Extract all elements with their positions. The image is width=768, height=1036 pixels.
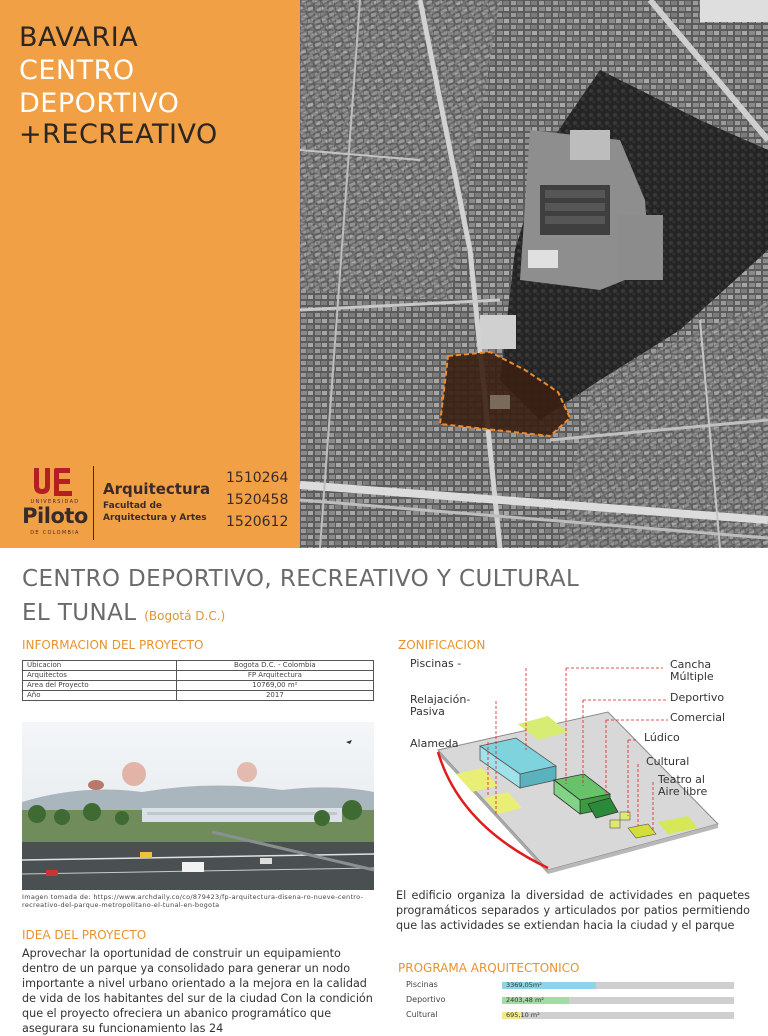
university-logo: [14, 466, 94, 540]
program-bar-track: [502, 982, 734, 989]
program-value: 2403,48 m²: [506, 996, 544, 1004]
section-heading-programa: PROGRAMA ARQUITECTONICO: [398, 961, 580, 975]
zone-label-teatro: Teatro al Aire libre: [658, 773, 708, 798]
zone-label-cancha: Cancha Múltiple: [670, 658, 714, 683]
cover-title-line-3: DEPORTIVO: [19, 88, 180, 119]
table-cell-value: Bogota D.C. - Colombia: [176, 661, 373, 671]
section-heading-info: INFORMACION DEL PROYECTO: [22, 638, 204, 652]
idea-paragraph: Aprovechar la oportunidad de construir un equipamiento dentro de un parque ya consolidado para generar un nodo importante a nivel urbano orientado a la mejora en la calidad de vida de los habitantes del sur de la ciudad Con la condición que el proyecto ofreciera un abanico programático que asegurara su funcionamiento las 24: [22, 947, 373, 1035]
cover-title-line-1: BAVARIA: [19, 22, 139, 53]
table-cell-label: Area del Proyecto: [23, 681, 177, 691]
page-subtitle-name: EL TUNAL: [22, 600, 137, 626]
table-cell-label: Arquitectos: [23, 671, 177, 681]
zone-label-cultural: Cultural: [646, 755, 690, 768]
program-label: Deportivo: [406, 995, 446, 1004]
logo-name: Piloto: [22, 504, 88, 528]
cover-title-line-2: CENTRO: [19, 55, 135, 86]
program-bar-track: [502, 1012, 734, 1019]
table-row: [23, 671, 374, 681]
logo-divider: [93, 466, 94, 540]
zoning-diagram: [398, 656, 748, 882]
zone-label-relajacion: Relajación- Pasiva: [410, 693, 471, 718]
program-row: [406, 980, 726, 990]
program-label: Piscinas: [406, 980, 438, 989]
project-info-table: [22, 660, 374, 701]
aerial-map-image: [300, 0, 768, 548]
section-heading-zonificacion: ZONIFICACION: [398, 638, 486, 652]
table-cell-value: 10769,00 m²: [176, 681, 373, 691]
page-title: CENTRO DEPORTIVO, RECREATIVO Y CULTURAL: [22, 566, 580, 592]
student-code: 1520458: [226, 492, 289, 508]
zone-label-alameda: Alameda: [410, 737, 459, 750]
table-cell-label: Año: [23, 691, 177, 701]
program-bar-track: [502, 997, 734, 1004]
table-cell-label: Ubicacion: [23, 661, 177, 671]
table-cell-value: FP Arquitectura: [176, 671, 373, 681]
image-caption: Imagen tomada de: https://www.archdaily.co/co/879423/fp-arquitectura-disena-ro-nueve-centro-recreativo-del-parque-metropolitano-el-tunal-en-bogota: [22, 893, 364, 909]
program-label: Cultural: [406, 1010, 438, 1019]
zone-label-comercial: Comercial: [670, 711, 726, 724]
zone-label-deportivo: Deportivo: [670, 691, 725, 704]
table-cell-value: 2017: [176, 691, 373, 701]
table-row: [23, 661, 374, 671]
zoning-paragraph: El edificio organiza la diversidad de actividades en paquetes programáticos separados y articulados por patios permitiendo que las actividades se extiendan hacia la ciudad y el parque: [396, 889, 750, 932]
table-row: [23, 691, 374, 701]
zoning-axonometric-drawing: [398, 656, 748, 882]
cover-title-line-4: +RECREATIVO: [19, 119, 218, 150]
project-render-image: [22, 722, 374, 890]
zone-label-ludico: Lúdico: [644, 731, 680, 744]
page-subtitle-location: (Bogotá D.C.): [144, 609, 226, 623]
student-code: 1510264: [226, 470, 289, 486]
faculty-name: Arquitectura: [103, 480, 211, 498]
program-row: [406, 1010, 726, 1020]
page-subtitle: [22, 600, 225, 626]
student-code: 1520612: [226, 514, 289, 530]
university-logo-icon: [32, 466, 74, 498]
faculty-subtitle: Facultad de Arquitectura y Artes: [103, 501, 207, 523]
program-value: 695,10 m²: [506, 1011, 540, 1019]
section-heading-idea: IDEA DEL PROYECTO: [22, 928, 147, 942]
zone-label-piscinas: Piscinas -: [410, 657, 462, 670]
program-row: [406, 995, 726, 1005]
logo-university-bottom: DE COLOMBIA: [30, 530, 80, 536]
table-row: [23, 681, 374, 691]
program-value: 3369,05m²: [506, 981, 542, 989]
logo-university-top: UNIVERSIDAD: [30, 499, 80, 505]
